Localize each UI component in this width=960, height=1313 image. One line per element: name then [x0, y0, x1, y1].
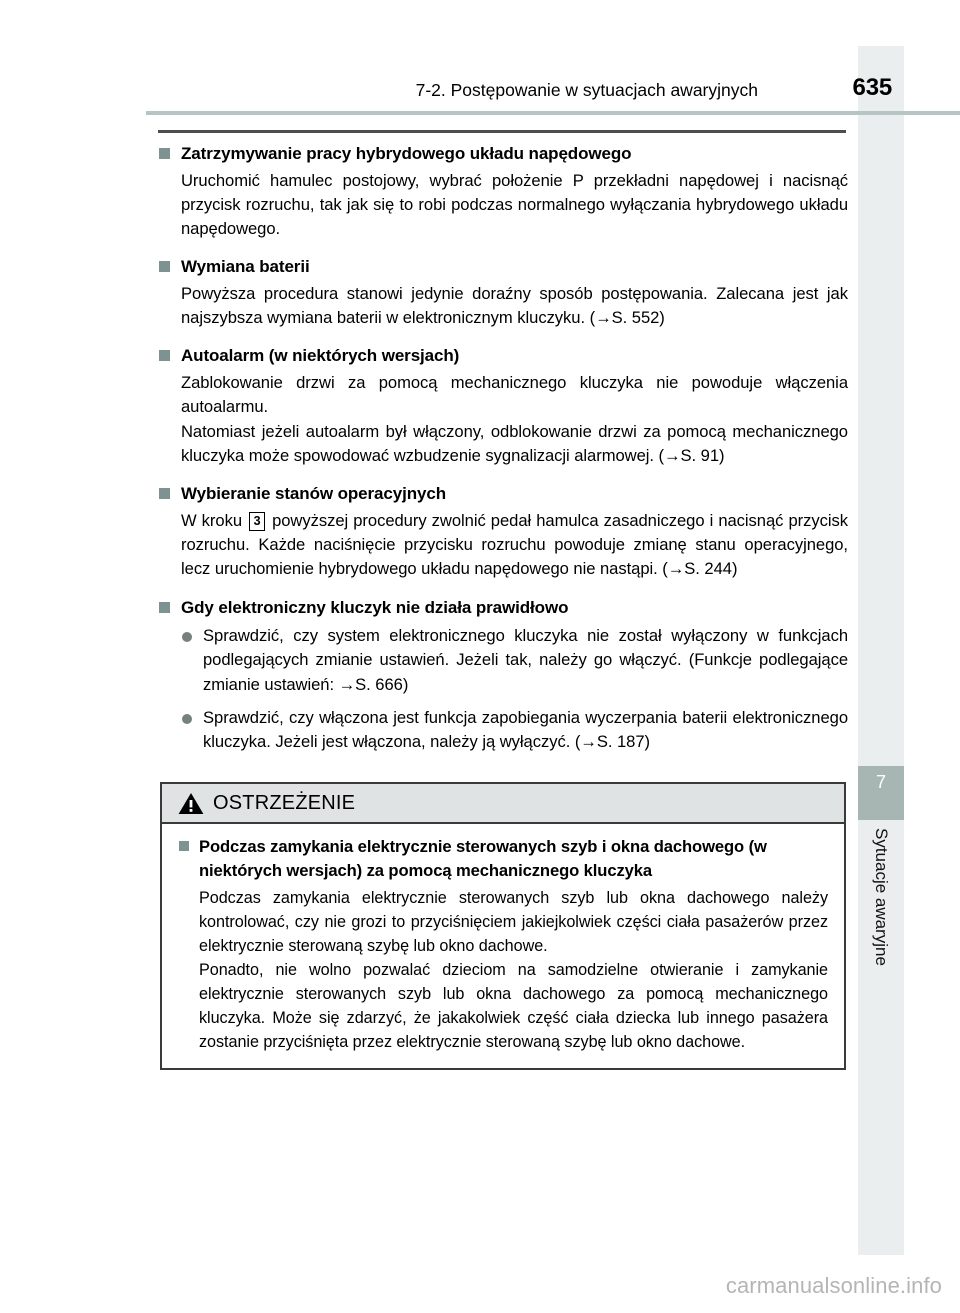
section-heading-key-malfunction: [158, 595, 848, 621]
list-item: [181, 624, 848, 697]
section-heading-alarm: [158, 343, 848, 369]
page-number: 635: [852, 74, 892, 101]
step-number-box: 3: [249, 512, 265, 531]
content-column: [158, 141, 848, 764]
warning-box: [160, 782, 846, 1070]
content-divider-dark: [158, 130, 846, 133]
square-bullet-icon: [159, 148, 170, 159]
section-heading-text: Autoalarm (w niektórych wersjach): [181, 346, 460, 366]
section-paragraph-with-step: [158, 509, 848, 582]
chapter-label-vertical: Sytuacje awaryjne: [872, 828, 891, 966]
section-heading-battery-replacement: [158, 254, 848, 280]
section-heading-text: Wymiana baterii: [181, 257, 310, 277]
square-bullet-icon: [159, 350, 170, 361]
warning-paragraph: Ponadto, nie wolno pozwalać dzieciom na samodzielne otwieranie i zamykanie elektrycznie sterowanych szyb lub okna dachowego za pomocą mechanicznego kluczyka. Może się zdarzyć, że jakakolwiek część ciała dziecka lub innego pasażera zostanie przyciśnięta przez elektrycznie sterowaną szybę lub okno dachowe.: [199, 961, 828, 1052]
warning-heading-text: Podczas zamykania elektrycznie sterowanych szyb i okna dachowego (w niektórych wersjach) za pomocą mechanicznego kluczyka: [199, 837, 767, 881]
section-paragraph: Uruchomić hamulec postojowy, wybrać położenie P przekładni napędowej i nacisnąć przycisk rozruchu, tak jak się to robi podczas normalnego wyłączania hybrydowego układu napędowego.: [181, 170, 848, 239]
warning-box-header: [162, 784, 844, 824]
warning-paragraph: Podczas zamykania elektrycznie sterowanych szyb lub okna dachowego należy kontrolować, czy nie grozi to przyciśnięciem jakiejkolwiek części ciała pasażerów przez elektrycznie sterowaną szybę lub okno dachowe.: [199, 889, 828, 956]
warning-box-body: [162, 824, 844, 1068]
round-bullet-icon: [182, 632, 192, 642]
square-bullet-icon: [159, 261, 170, 272]
list-item: [181, 706, 848, 755]
section-heading-stopping-hybrid: [158, 141, 848, 167]
paragraph-text-before-step: W kroku: [181, 510, 243, 530]
warning-title: OSTRZEŻENIE: [213, 791, 356, 814]
bullet-list: [158, 624, 848, 754]
paragraph-text-after-step: powyższej procedury zwolnić pedał hamulca zasadniczego i nacisnąć przycisk rozruchu. Każde naciśnięcie przycisku rozruchu powoduje zmianę stanu operacyjnego, lecz uruchomienie hybrydowego układu napędowego nie nastąpi. (→S. 244): [181, 510, 849, 579]
section-paragraph: Zablokowanie drzwi za pomocą mechanicznego kluczyka nie powoduje włączenia autoalarmu.: [181, 372, 848, 417]
square-bullet-icon: [159, 488, 170, 499]
section-paragraph: Natomiast jeżeli autoalarm był włączony, odblokowanie drzwi za pomocą mechanicznego kluczyka może spowodować wzbudzenie sygnalizacji alarmowej. (→S. 91): [181, 421, 848, 465]
square-bullet-icon: [179, 841, 189, 851]
section-heading-text: Zatrzymywanie pracy hybrydowego układu napędowego: [181, 144, 632, 163]
list-item-text: Sprawdzić, czy system elektronicznego kluczyka nie został wyłączony w funkcjach podlegających zmianie ustawień. Jeżeli tak, należy go włączyć. (Funkcje podlegające zmianie ustawień: →S. 666): [203, 626, 848, 694]
chapter-number: 7: [875, 772, 886, 792]
warning-triangle-icon: [178, 792, 204, 815]
round-bullet-icon: [182, 714, 192, 724]
header-divider-light: [146, 111, 960, 115]
section-heading-text: Wybieranie stanów operacyjnych: [181, 484, 446, 504]
warning-heading: [178, 835, 828, 883]
section-heading-text: Gdy elektroniczny kluczyk nie działa prawidłowo: [181, 597, 569, 617]
section-paragraph: Powyższa procedura stanowi jedynie doraźny sposób postępowania. Zalecana jest jak najszybsza wymiana baterii w elektronicznym kluczyku. (→S. 552): [181, 283, 848, 328]
chapter-tab: [858, 766, 904, 820]
section-heading-operating-modes: [158, 481, 848, 507]
page-header-title: 7-2. Postępowanie w sytuacjach awaryjnych: [415, 80, 758, 100]
square-bullet-icon: [159, 602, 170, 613]
watermark: carmanualsonline.info: [725, 1273, 942, 1298]
list-item-text: Sprawdzić, czy włączona jest funkcja zapobiegania wyczerpania baterii elektronicznego kluczyka. Jeżeli jest włączona, należy ją wyłączyć. (→S. 187): [203, 707, 848, 752]
